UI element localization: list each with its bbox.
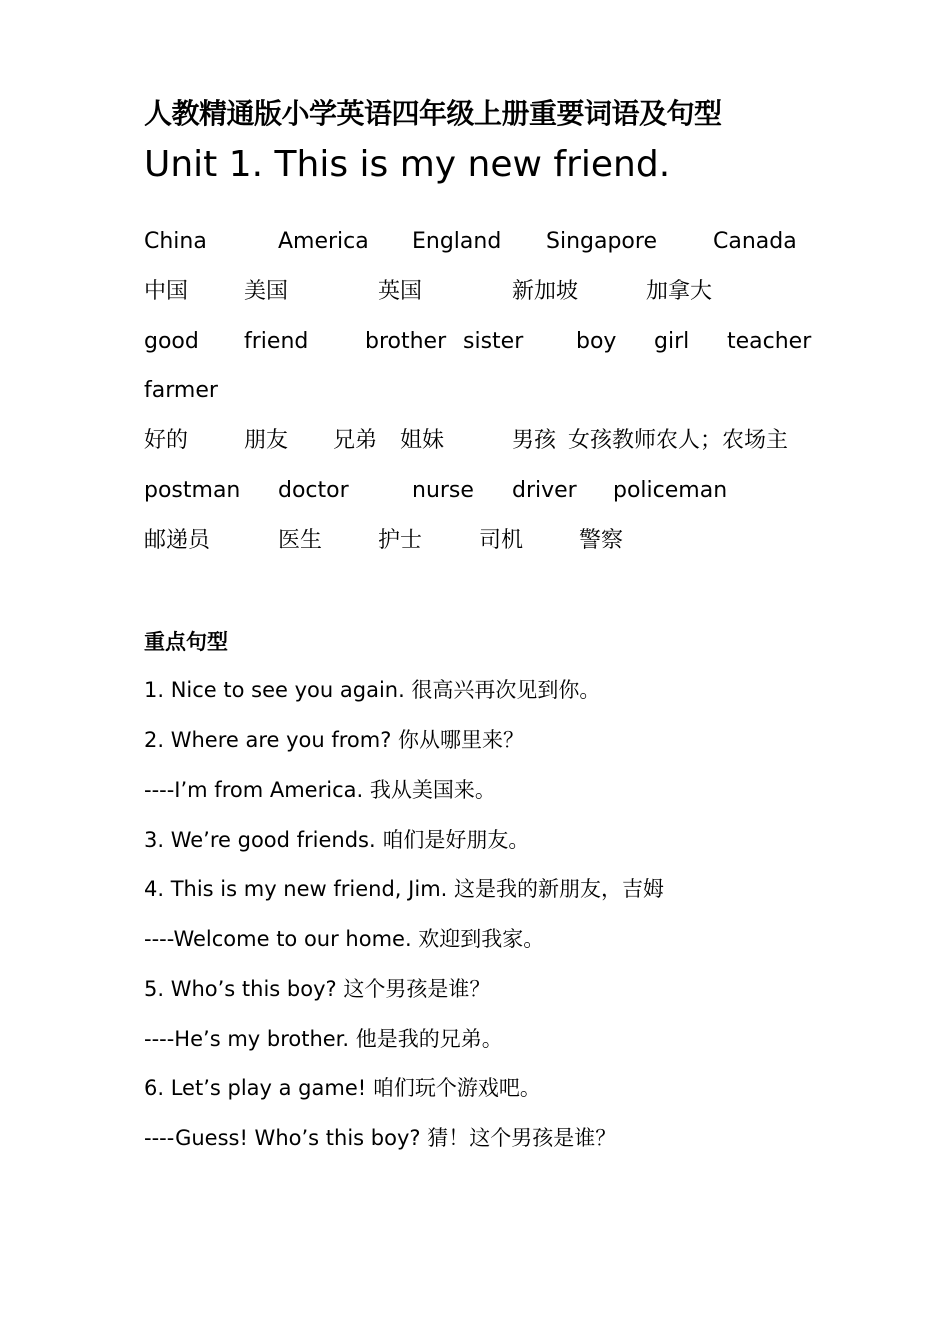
unit-title: Unit 1. This is my new friend. — [144, 144, 671, 185]
sentence-line: 5. Who’s this boy? 这个男孩是谁？ — [144, 977, 491, 1001]
sentence-line: 2. Where are you from? 你从哪里来？ — [144, 728, 525, 752]
vocab-word: 新加坡 — [512, 279, 579, 304]
vocab-word: nurse — [412, 478, 474, 503]
vocab-word: 朋友 — [244, 428, 289, 453]
vocab-word: sister — [463, 329, 524, 354]
sentence-line: ----Welcome to our home. 欢迎到我家。 — [144, 927, 545, 951]
vocab-word: 兄弟 — [333, 428, 378, 453]
vocab-word: farmer — [144, 378, 218, 403]
vocab-word: Canada — [713, 229, 797, 254]
vocab-word: friend — [244, 329, 309, 354]
sentence-line: 1. Nice to see you again. 很高兴再次见到你。 — [144, 678, 601, 702]
sentence-line: ----Guess! Who’s this boy? 猜！这个男孩是谁？ — [144, 1126, 617, 1150]
vocab-word: Singapore — [546, 229, 657, 254]
sentence-line: 3. We’re good friends. 咱们是好朋友。 — [144, 828, 530, 852]
vocab-word: 英国 — [378, 279, 423, 304]
section-title: 重点句型 — [144, 630, 228, 654]
sentence-line: 6. Let’s play a game! 咱们玩个游戏吧。 — [144, 1076, 541, 1100]
vocab-word: brother — [365, 329, 447, 354]
vocab-word: 司机 — [479, 528, 524, 553]
vocab-word: England — [412, 229, 502, 254]
sentence-line: ----He’s my brother. 他是我的兄弟。 — [144, 1027, 503, 1051]
vocab-word: driver — [512, 478, 577, 503]
vocab-row-people-cont — [0, 376, 950, 406]
vocab-row-people — [0, 327, 950, 357]
vocab-word: policeman — [613, 478, 728, 503]
vocab-word: boy — [576, 329, 617, 354]
vocab-row-countries — [0, 227, 950, 257]
vocab-word: China — [144, 229, 207, 254]
vocab-word: 护士 — [378, 528, 423, 553]
vocab-row-jobs-cn — [0, 526, 950, 556]
vocab-word: postman — [144, 478, 241, 503]
vocab-word: doctor — [278, 478, 349, 503]
vocab-word: girl — [654, 329, 690, 354]
vocab-word: 加拿大 — [646, 279, 713, 304]
vocab-word: America — [278, 229, 369, 254]
document-title: 人教精通版小学英语四年级上册重要词语及句型 — [144, 97, 722, 130]
vocab-word: good — [144, 329, 199, 354]
vocab-word: 警察 — [579, 528, 624, 553]
vocab-word: 男孩 — [512, 428, 557, 453]
vocab-row-jobs — [0, 476, 950, 506]
sentence-line: ----I’m from America. 我从美国来。 — [144, 778, 496, 802]
sentence-line: 4. This is my new friend, Jim. 这是我的新朋友，吉姆 — [144, 877, 664, 901]
vocab-row-countries-cn — [0, 277, 950, 307]
vocab-word: 好的 — [144, 428, 189, 453]
vocab-word: 美国 — [244, 279, 289, 304]
vocab-word: teacher — [727, 329, 812, 354]
vocab-word: 姐妹 — [400, 428, 445, 453]
vocab-word: 医生 — [278, 528, 323, 553]
vocab-word: 邮递员 — [144, 528, 211, 553]
vocab-row-people-cn — [0, 426, 950, 456]
vocab-word: 中国 — [144, 279, 189, 304]
vocab-word: 女孩教师农人；农场主 — [568, 428, 789, 453]
